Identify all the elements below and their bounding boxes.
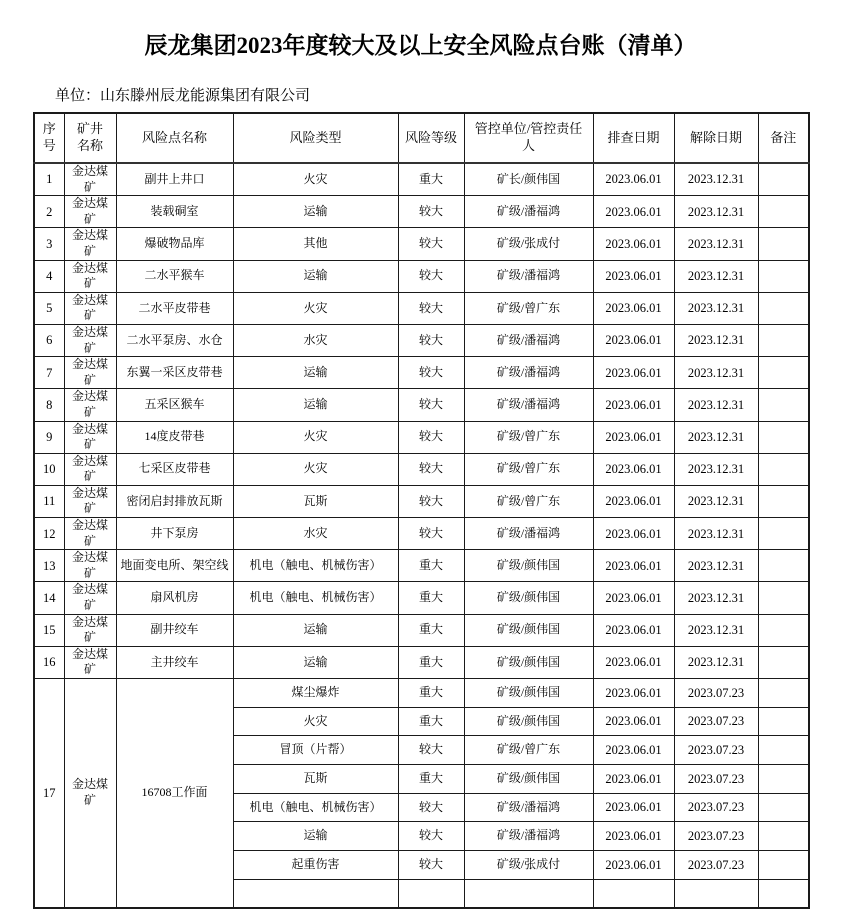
cell-control-owner: 矿级/曾广东 (464, 485, 593, 517)
table-row (34, 228, 809, 260)
cell-risk-type: 火灾 (233, 421, 398, 453)
cell-note (758, 822, 809, 851)
cell-risk-type: 火灾 (233, 292, 398, 324)
cell-risk-type: 水灾 (233, 324, 398, 356)
cell-risk-point: 二水平泵房、水仓 (116, 324, 233, 356)
cell-risk-point: 副井上井口 (116, 163, 233, 196)
cell-release-date: 2023.12.31 (674, 518, 758, 550)
risk-ledger-table (33, 112, 810, 909)
cell-release-date: 2023.07.23 (674, 736, 758, 765)
cell-check-date: 2023.06.01 (593, 614, 674, 646)
cell-control-owner: 矿级/潘福鸿 (464, 260, 593, 292)
cell-risk-point: 14度皮带巷 (116, 421, 233, 453)
cell-check-date: 2023.06.01 (593, 421, 674, 453)
cell-check-date: 2023.06.01 (593, 357, 674, 389)
column-header-seq: 序号 (34, 113, 64, 163)
header-row (34, 113, 809, 163)
cell-note (758, 550, 809, 582)
cell-mine-name: 金达煤矿 (64, 421, 116, 453)
cell-risk-level: 较大 (398, 421, 464, 453)
cell-risk-point: 七采区皮带巷 (116, 453, 233, 485)
cell-risk-level: 较大 (398, 485, 464, 517)
cell-check-date: 2023.06.01 (593, 582, 674, 614)
page-title: 辰龙集团2023年度较大及以上安全风险点台账（清单） (144, 33, 697, 58)
cell-seq: 12 (34, 518, 64, 550)
cell-risk-type: 运输 (233, 646, 398, 678)
cell-risk-point: 密闭启封排放瓦斯 (116, 485, 233, 517)
cell-check-date: 2023.06.01 (593, 793, 674, 822)
cell-release-date: 2023.07.23 (674, 707, 758, 736)
cell-risk-point: 五采区猴车 (116, 389, 233, 421)
cell-mine-name: 金达煤矿 (64, 485, 116, 517)
column-header-risk-level: 风险等级 (398, 113, 464, 163)
cell-control-owner: 矿长/颜伟国 (464, 163, 593, 196)
cell-risk-level: 较大 (398, 389, 464, 421)
column-header-note: 备注 (758, 113, 809, 163)
cell-release-date: 2023.12.31 (674, 614, 758, 646)
cell-risk-level: 重大 (398, 163, 464, 196)
cell-check-date: 2023.06.01 (593, 196, 674, 228)
cell-control-owner: 矿级/张成付 (464, 851, 593, 880)
cell-risk-level: 较大 (398, 260, 464, 292)
cell-control-owner: 矿级/潘福鸿 (464, 793, 593, 822)
cell-mine-name: 金达煤矿 (64, 292, 116, 324)
cell-risk-level (398, 879, 464, 908)
cell-note (758, 357, 809, 389)
cell-risk-type: 火灾 (233, 163, 398, 196)
table-row (34, 292, 809, 324)
table-row (34, 163, 809, 196)
cell-seq: 16 (34, 646, 64, 678)
cell-seq: 7 (34, 357, 64, 389)
cell-mine-name: 金达煤矿 (64, 324, 116, 356)
cell-risk-level: 重大 (398, 679, 464, 708)
cell-note (758, 793, 809, 822)
cell-risk-type: 运输 (233, 614, 398, 646)
cell-risk-type (233, 879, 398, 908)
cell-risk-level: 较大 (398, 196, 464, 228)
cell-control-owner: 矿级/潘福鸿 (464, 357, 593, 389)
cell-note (758, 679, 809, 708)
cell-note (758, 614, 809, 646)
cell-note (758, 485, 809, 517)
cell-release-date: 2023.12.31 (674, 421, 758, 453)
cell-check-date: 2023.06.01 (593, 389, 674, 421)
cell-seq: 10 (34, 453, 64, 485)
cell-seq: 11 (34, 485, 64, 517)
column-header-release-date: 解除日期 (674, 113, 758, 163)
cell-note (758, 453, 809, 485)
cell-check-date: 2023.06.01 (593, 260, 674, 292)
cell-risk-point: 扇风机房 (116, 582, 233, 614)
cell-risk-point: 装载硐室 (116, 196, 233, 228)
cell-risk-type: 运输 (233, 822, 398, 851)
cell-check-date: 2023.06.01 (593, 765, 674, 794)
cell-control-owner: 矿级/曾广东 (464, 292, 593, 324)
cell-control-owner: 矿级/颜伟国 (464, 614, 593, 646)
cell-release-date: 2023.12.31 (674, 292, 758, 324)
cell-risk-type: 运输 (233, 196, 398, 228)
cell-seq: 8 (34, 389, 64, 421)
cell-risk-level: 较大 (398, 822, 464, 851)
cell-risk-type: 运输 (233, 357, 398, 389)
cell-release-date (674, 879, 758, 908)
cell-mine-name: 金达煤矿 (64, 357, 116, 389)
cell-risk-point: 副井绞车 (116, 614, 233, 646)
cell-note (758, 421, 809, 453)
cell-check-date: 2023.06.01 (593, 453, 674, 485)
cell-check-date: 2023.06.01 (593, 736, 674, 765)
cell-release-date: 2023.12.31 (674, 357, 758, 389)
cell-risk-level: 重大 (398, 582, 464, 614)
cell-check-date (593, 879, 674, 908)
cell-release-date: 2023.12.31 (674, 485, 758, 517)
cell-risk-type: 煤尘爆炸 (233, 679, 398, 708)
cell-seq: 15 (34, 614, 64, 646)
cell-release-date: 2023.12.31 (674, 582, 758, 614)
cell-seq: 14 (34, 582, 64, 614)
cell-control-owner: 矿级/潘福鸿 (464, 389, 593, 421)
table-row (34, 582, 809, 614)
cell-risk-type: 瓦斯 (233, 485, 398, 517)
cell-risk-level: 较大 (398, 793, 464, 822)
cell-mine-name: 金达煤矿 (64, 196, 116, 228)
table-row (34, 357, 809, 389)
cell-release-date: 2023.12.31 (674, 228, 758, 260)
cell-risk-level: 较大 (398, 228, 464, 260)
cell-control-owner: 矿级/潘福鸿 (464, 324, 593, 356)
cell-mine-name: 金达煤矿 (64, 453, 116, 485)
cell-control-owner: 矿级/曾广东 (464, 736, 593, 765)
cell-risk-type: 机电（触电、机械伤害） (233, 793, 398, 822)
cell-check-date: 2023.06.01 (593, 228, 674, 260)
cell-risk-type: 机电（触电、机械伤害） (233, 582, 398, 614)
cell-check-date: 2023.06.01 (593, 822, 674, 851)
cell-risk-point: 爆破物品库 (116, 228, 233, 260)
cell-release-date: 2023.07.23 (674, 793, 758, 822)
cell-check-date: 2023.06.01 (593, 163, 674, 196)
cell-note (758, 292, 809, 324)
cell-note (758, 163, 809, 196)
unit-line (55, 84, 310, 105)
column-header-risk-type: 风险类型 (233, 113, 398, 163)
table-row (34, 389, 809, 421)
cell-release-date: 2023.12.31 (674, 550, 758, 582)
table-body (34, 163, 809, 908)
cell-risk-point: 二水平皮带巷 (116, 292, 233, 324)
cell-risk-type: 水灾 (233, 518, 398, 550)
cell-control-owner: 矿级/潘福鸿 (464, 518, 593, 550)
cell-release-date: 2023.12.31 (674, 324, 758, 356)
cell-risk-type: 其他 (233, 228, 398, 260)
cell-note (758, 879, 809, 908)
table-row (34, 485, 809, 517)
cell-release-date: 2023.12.31 (674, 163, 758, 196)
table-row (34, 646, 809, 678)
cell-check-date: 2023.06.01 (593, 707, 674, 736)
cell-risk-level: 较大 (398, 851, 464, 880)
cell-control-owner: 矿级/颜伟国 (464, 646, 593, 678)
cell-release-date: 2023.07.23 (674, 851, 758, 880)
column-header-risk-point: 风险点名称 (116, 113, 233, 163)
cell-control-owner: 矿级/颜伟国 (464, 707, 593, 736)
cell-check-date: 2023.06.01 (593, 550, 674, 582)
cell-release-date: 2023.07.23 (674, 765, 758, 794)
cell-check-date: 2023.06.01 (593, 646, 674, 678)
cell-note (758, 851, 809, 880)
cell-risk-type: 冒顶（片帮） (233, 736, 398, 765)
cell-note (758, 518, 809, 550)
cell-release-date: 2023.12.31 (674, 196, 758, 228)
cell-risk-point: 井下泵房 (116, 518, 233, 550)
cell-control-owner: 矿级/颜伟国 (464, 550, 593, 582)
cell-check-date: 2023.06.01 (593, 485, 674, 517)
unit-label: 单位： (55, 88, 101, 104)
cell-mine-name: 金达煤矿 (64, 228, 116, 260)
cell-release-date: 2023.07.23 (674, 822, 758, 851)
cell-control-owner: 矿级/曾广东 (464, 453, 593, 485)
cell-control-owner: 矿级/颜伟国 (464, 582, 593, 614)
cell-risk-level: 较大 (398, 518, 464, 550)
column-header-check-date: 排查日期 (593, 113, 674, 163)
cell-risk-type: 火灾 (233, 707, 398, 736)
cell-seq: 1 (34, 163, 64, 196)
cell-control-owner: 矿级/曾广东 (464, 421, 593, 453)
column-header-mine-name: 矿井名称 (64, 113, 116, 163)
cell-risk-type: 火灾 (233, 453, 398, 485)
cell-note (758, 765, 809, 794)
cell-control-owner: 矿级/颜伟国 (464, 679, 593, 708)
cell-risk-level: 重大 (398, 550, 464, 582)
table-row (34, 550, 809, 582)
cell-release-date: 2023.12.31 (674, 260, 758, 292)
cell-risk-point: 二水平猴车 (116, 260, 233, 292)
cell-control-owner: 矿级/潘福鸿 (464, 196, 593, 228)
table-header (34, 113, 809, 163)
table-row (34, 421, 809, 453)
cell-seq: 17 (34, 679, 64, 909)
cell-control-owner (464, 879, 593, 908)
cell-check-date: 2023.06.01 (593, 292, 674, 324)
table-row (34, 518, 809, 550)
cell-release-date: 2023.12.31 (674, 389, 758, 421)
unit-value: 山东滕州辰龙能源集团有限公司 (100, 88, 311, 104)
table-row (34, 196, 809, 228)
cell-seq: 13 (34, 550, 64, 582)
cell-mine-name: 金达煤矿 (64, 163, 116, 196)
cell-risk-level: 重大 (398, 707, 464, 736)
cell-risk-point: 地面变电所、架空线 (116, 550, 233, 582)
column-header-control-owner: 管控单位/管控责任人 (464, 113, 593, 163)
cell-seq: 3 (34, 228, 64, 260)
cell-note (758, 324, 809, 356)
cell-seq: 9 (34, 421, 64, 453)
cell-mine-name: 金达煤矿 (64, 518, 116, 550)
table-row (34, 324, 809, 356)
cell-mine-name: 金达煤矿 (64, 550, 116, 582)
cell-note (758, 228, 809, 260)
cell-note (758, 736, 809, 765)
table-row (34, 679, 809, 708)
cell-risk-level: 较大 (398, 357, 464, 389)
cell-note (758, 389, 809, 421)
cell-mine-name: 金达煤矿 (64, 614, 116, 646)
cell-release-date: 2023.12.31 (674, 453, 758, 485)
cell-risk-type: 运输 (233, 389, 398, 421)
cell-risk-level: 较大 (398, 324, 464, 356)
cell-risk-type: 瓦斯 (233, 765, 398, 794)
cell-risk-level: 较大 (398, 453, 464, 485)
cell-risk-level: 重大 (398, 614, 464, 646)
cell-check-date: 2023.06.01 (593, 679, 674, 708)
cell-mine-name: 金达煤矿 (64, 679, 116, 909)
cell-mine-name: 金达煤矿 (64, 646, 116, 678)
cell-seq: 5 (34, 292, 64, 324)
cell-note (758, 646, 809, 678)
table-row (34, 260, 809, 292)
cell-seq: 6 (34, 324, 64, 356)
cell-note (758, 196, 809, 228)
table-row (34, 453, 809, 485)
cell-control-owner: 矿级/颜伟国 (464, 765, 593, 794)
cell-check-date: 2023.06.01 (593, 518, 674, 550)
cell-seq: 4 (34, 260, 64, 292)
cell-control-owner: 矿级/潘福鸿 (464, 822, 593, 851)
cell-release-date: 2023.07.23 (674, 679, 758, 708)
cell-risk-type: 起重伤害 (233, 851, 398, 880)
cell-risk-level: 重大 (398, 646, 464, 678)
cell-risk-type: 运输 (233, 260, 398, 292)
cell-mine-name: 金达煤矿 (64, 582, 116, 614)
cell-mine-name: 金达煤矿 (64, 389, 116, 421)
cell-note (758, 582, 809, 614)
cell-risk-point: 东翼一采区皮带巷 (116, 357, 233, 389)
cell-note (758, 707, 809, 736)
cell-risk-level: 较大 (398, 292, 464, 324)
cell-check-date: 2023.06.01 (593, 324, 674, 356)
cell-mine-name: 金达煤矿 (64, 260, 116, 292)
table-row (34, 614, 809, 646)
cell-risk-level: 重大 (398, 765, 464, 794)
cell-risk-type: 机电（触电、机械伤害） (233, 550, 398, 582)
cell-risk-level: 较大 (398, 736, 464, 765)
cell-seq: 2 (34, 196, 64, 228)
cell-note (758, 260, 809, 292)
cell-control-owner: 矿级/张成付 (464, 228, 593, 260)
cell-check-date: 2023.06.01 (593, 851, 674, 880)
cell-risk-point: 16708工作面 (116, 679, 233, 909)
cell-release-date: 2023.12.31 (674, 646, 758, 678)
cell-risk-point: 主井绞车 (116, 646, 233, 678)
